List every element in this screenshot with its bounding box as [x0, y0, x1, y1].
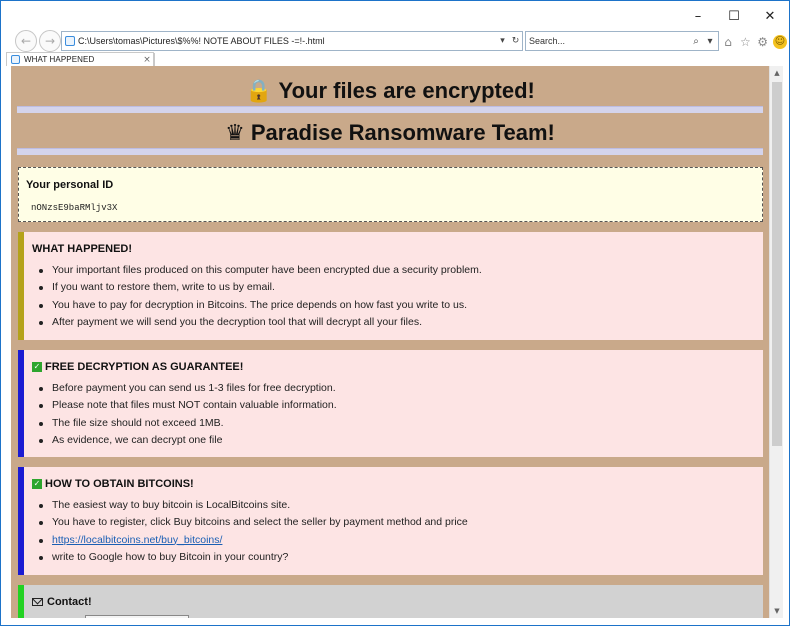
star-icon[interactable]: ☆	[739, 35, 751, 49]
check-icon: ✓	[33, 362, 41, 371]
localbitcoins-link[interactable]: https://localbitcoins.net/buy_bitcoins/	[52, 533, 223, 546]
personal-id-label: Your personal ID	[26, 179, 114, 191]
vertical-scrollbar[interactable]	[769, 66, 783, 618]
address-text[interactable]: C:\Users\tomas\Pictures\$%%! NOTE ABOUT FILES -=!-.html	[78, 36, 325, 46]
contact-email-box[interactable]	[85, 615, 189, 618]
lock-icon: 🔒	[245, 79, 273, 104]
section-accent-bar	[18, 467, 24, 575]
section-title-text: Contact!	[47, 596, 92, 608]
scroll-up-icon[interactable]: ▲	[774, 69, 780, 77]
address-bar[interactable]	[61, 31, 523, 51]
team-title	[11, 120, 769, 146]
close-window-button[interactable]: ✕	[764, 8, 776, 24]
team-title-text: Paradise Ransomware Team!	[250, 120, 555, 145]
section-what-happened	[18, 232, 763, 340]
home-icon[interactable]: ⌂	[724, 35, 732, 49]
section-title	[32, 361, 243, 373]
page-viewport	[11, 66, 769, 618]
list-item: write to Google how to buy Bitcoin in your country?	[52, 549, 468, 566]
section-title	[32, 596, 92, 608]
section-accent-bar	[18, 585, 24, 618]
crown-icon: ♛	[225, 121, 245, 146]
section-title: WHAT HAPPENED!	[32, 243, 133, 255]
list-item: The easiest way to buy bitcoin is LocalBitcoins site.	[52, 497, 468, 514]
minimize-button[interactable]: –	[694, 8, 702, 24]
section-accent-bar	[18, 232, 24, 340]
section-accent-bar	[18, 350, 24, 457]
scroll-down-icon[interactable]: ▼	[774, 607, 780, 615]
title-text: Your files are encrypted!	[278, 78, 535, 103]
section-obtain-bitcoins	[18, 467, 763, 575]
section-list	[52, 380, 337, 449]
tab-label: WHAT HAPPENED	[24, 55, 95, 64]
maximize-button[interactable]: ☐	[728, 8, 740, 24]
list-item: You have to register, click Buy bitcoins and select the seller by payment method and price	[52, 514, 468, 531]
personal-id-box	[18, 167, 763, 222]
mail-icon	[32, 598, 43, 606]
page-icon	[11, 55, 20, 64]
section-list	[52, 262, 482, 331]
section-list	[52, 497, 468, 566]
list-item: Please note that files must NOT contain valuable information.	[52, 397, 337, 414]
smiley-icon[interactable]: ☺	[774, 36, 786, 47]
gear-icon[interactable]: ⚙	[757, 35, 769, 49]
title-bar	[1, 1, 789, 31]
section-title-text: FREE DECRYPTION AS GUARANTEE!	[45, 361, 244, 373]
back-button[interactable]: ←	[15, 30, 37, 52]
new-tab-button[interactable]	[154, 53, 164, 66]
section-contact	[18, 585, 763, 618]
page-icon	[65, 36, 75, 46]
check-icon: ✓	[33, 479, 41, 488]
list-item: After payment we will send you the decryption tool that will decrypt all your files.	[52, 314, 482, 331]
tab-what-happened[interactable]	[6, 52, 154, 66]
list-item: As evidence, we can decrypt one file	[52, 432, 337, 449]
list-item: Before payment you can send us 1-3 files for free decryption.	[52, 380, 337, 397]
list-item	[52, 532, 468, 549]
close-tab-icon[interactable]: ×	[143, 54, 151, 65]
section-title-text: HOW TO OBTAIN BITCOINS!	[45, 478, 194, 490]
section-title	[32, 478, 194, 490]
list-item: Your important files produced on this computer have been encrypted due a security problem.	[52, 262, 482, 279]
search-dropdown-icon[interactable]: ▾	[707, 35, 713, 47]
divider	[17, 148, 763, 155]
scroll-thumb[interactable]	[772, 82, 782, 446]
search-icon[interactable]: ⌕	[693, 35, 699, 47]
page-title	[11, 78, 769, 104]
search-box[interactable]	[525, 31, 719, 51]
toolbar-icons	[721, 33, 787, 51]
personal-id-value[interactable]: nONzsE9baRMljv3X	[31, 203, 118, 213]
forward-button[interactable]: →	[39, 30, 61, 52]
navigation-bar	[1, 29, 789, 53]
refresh-icon[interactable]: ↻	[511, 36, 520, 46]
tab-bar	[1, 52, 789, 66]
list-item: If you want to restore them, write to us by email.	[52, 279, 482, 296]
section-free-decryption	[18, 350, 763, 457]
address-dropdown-icon[interactable]: ▾	[500, 36, 505, 46]
list-item: The file size should not exceed 1MB.	[52, 415, 337, 432]
list-item: You have to pay for decryption in Bitcoins. The price depends on how fast you write to us.	[52, 297, 482, 314]
divider	[17, 106, 763, 113]
search-input[interactable]	[529, 36, 689, 46]
